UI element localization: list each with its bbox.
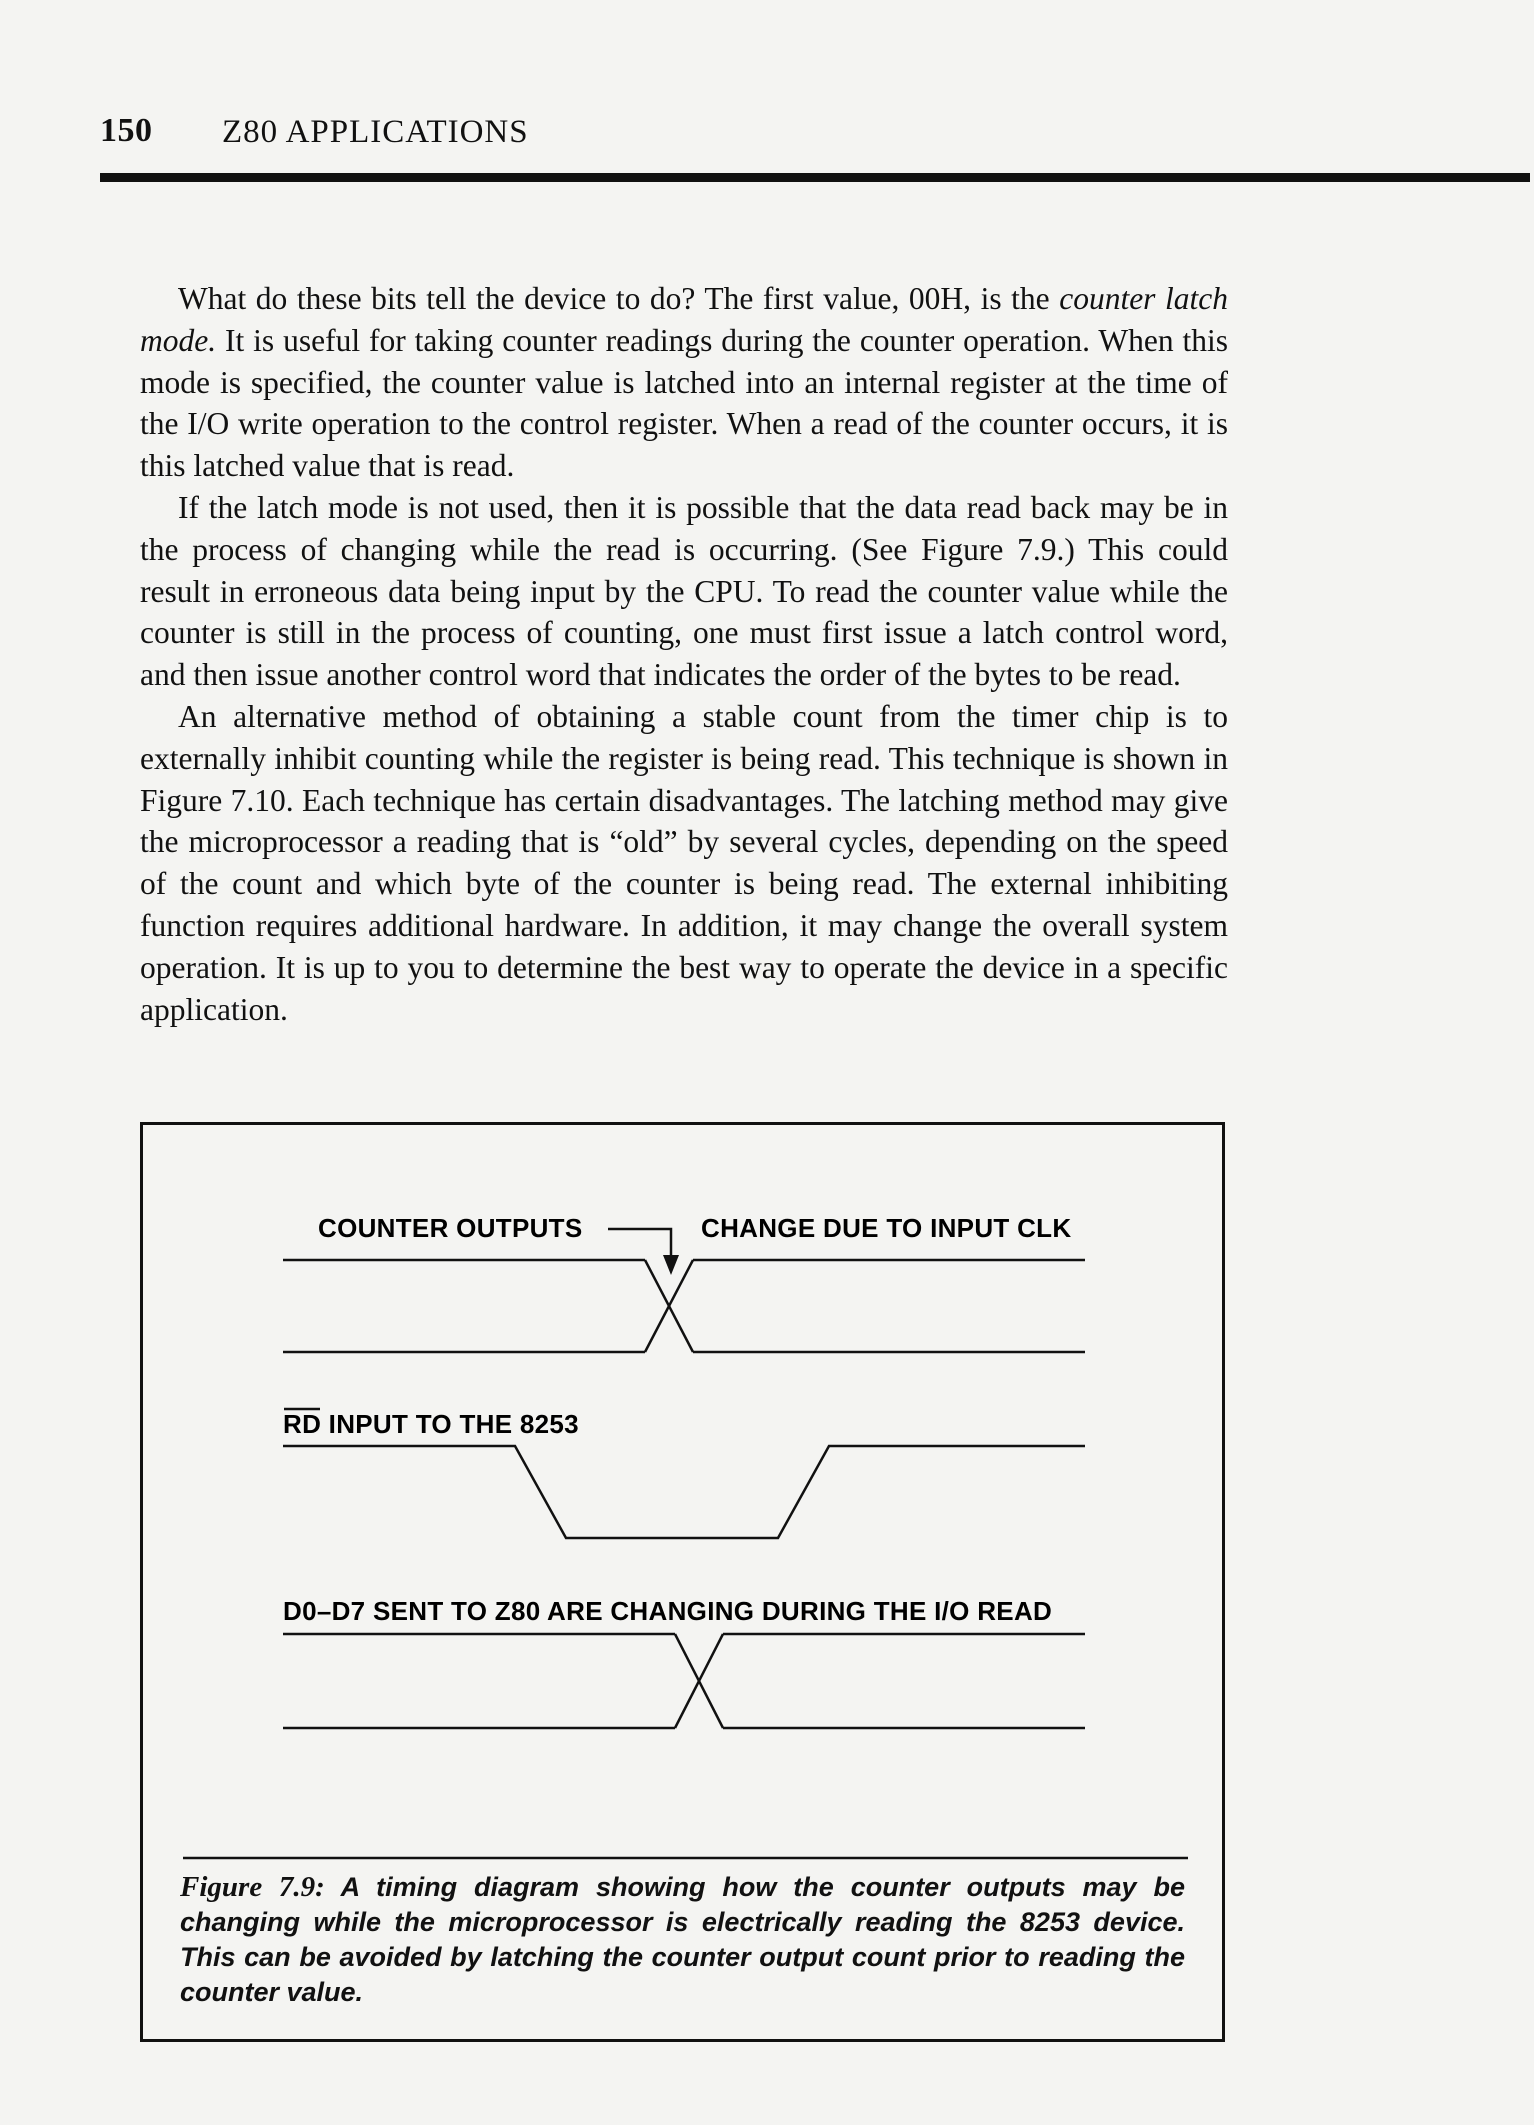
label-rd-rest: INPUT TO THE 8253 (321, 1409, 579, 1439)
arrow-head-icon (663, 1255, 679, 1275)
label-rd-bar: RD (283, 1409, 322, 1439)
figure-caption-text: A timing diagram showing how the counter outputs may be changing while the microprocessor is electrically reading the 8253 device. This can be avoided by latching the counter output count prior to reading the counter value. (180, 1872, 1185, 2007)
waveform-rd (283, 1446, 1085, 1538)
arrow-line (608, 1229, 671, 1260)
paragraph-1-emphasis: counter latch mode. (140, 281, 1228, 358)
label-counter-outputs: COUNTER OUTPUTS (318, 1213, 583, 1243)
paragraph-1 (140, 278, 1228, 487)
body-text (140, 278, 1228, 1030)
page-number: 150 (100, 112, 153, 149)
figure-caption (180, 1870, 1185, 2010)
label-change-due: CHANGE DUE TO INPUT CLK (701, 1213, 1072, 1243)
paragraph-2: If the latch mode is not used, then it is possible that the data read back may be in the process of changing while the read is occurring. (See Figure 7.9.) This could result in erroneous data being input by the CPU. To read the counter value while the counter is still in the process of counting, one must first issue a latch control word, and then issue another control word that indicates the order of the bytes to be read. (140, 489, 1228, 693)
running-head: Z80 APPLICATIONS (222, 114, 529, 150)
paragraph-3: An alternative method of obtaining a stable count from the timer chip is to externally inhibit counting while the register is being read. This technique is shown in Figure 7.10. Each technique has certain disadvantages. The latching method may give the microprocessor a reading that is “old” by several cycles, depending on the speed of the count and which byte of the counter is being read. The external inhibiting function requires additional hardware. In addition, it may change the overall system operation. It is up to you to determine the best way to operate the device in a specific application. (140, 698, 1228, 1027)
paragraph-1-text-b: It is useful for taking counter readings during the counter operation. When this mode is specified, the counter value is latched into an internal register at the time of the I/O write operation to the control register. When a read of the counter occurs, it is this latched value that is read. (140, 322, 1228, 484)
waveform-counter-outputs (283, 1260, 1085, 1352)
header-rule (100, 173, 1530, 182)
paragraph-1-text-a: What do these bits tell the device to do? The first value, 00H, is the (178, 281, 1060, 316)
figure-caption-label: Figure 7.9: (180, 1871, 325, 1903)
label-d0-d7: D0–D7 SENT TO Z80 ARE CHANGING DURING THE I/O READ (283, 1596, 1053, 1626)
label-rd-input (283, 1409, 579, 1439)
waveform-d0-d7 (283, 1634, 1085, 1728)
